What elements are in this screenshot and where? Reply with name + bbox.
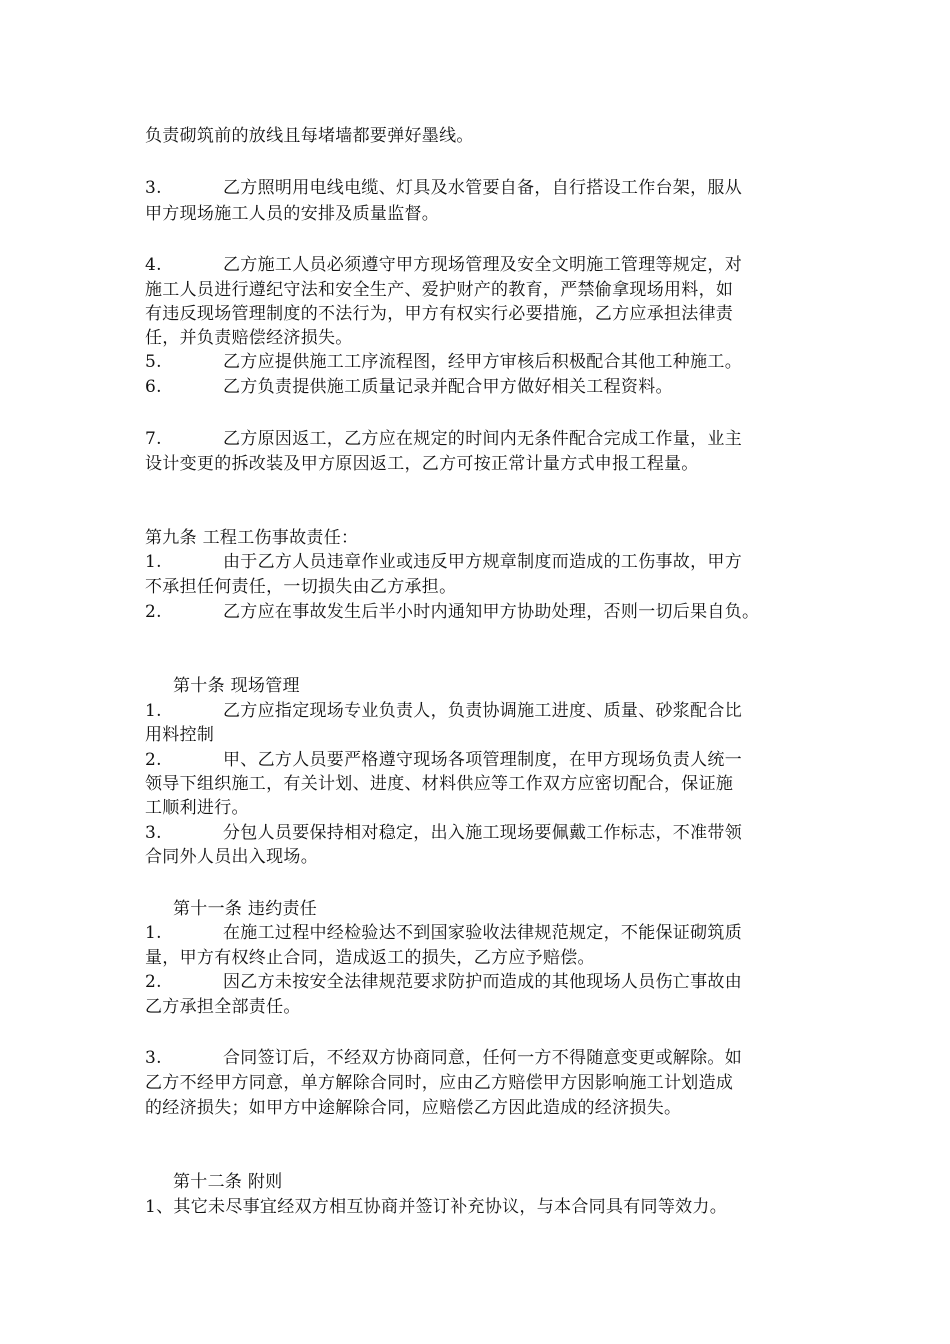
list-item-4: 4. 乙方施工人员必须遵守甲方现场管理及安全文明施工管理等规定，对 [145,255,742,275]
item-number: 2. [145,750,162,770]
paragraph-line: 负责砌筑前的放线且每堵墙都要弹好墨线。 [145,126,474,146]
item-number: 3. [145,1048,162,1068]
item-number: 6. [145,377,162,397]
list-item-3: 3. 分包人员要保持相对稳定，出入施工现场要佩戴工作标志，不准带领 [145,823,742,843]
list-item-2: 2. 甲、乙方人员要严格遵守现场各项管理制度，在甲方现场负责人统一 [145,750,742,770]
item-number: 2. [145,972,162,992]
section-heading-10: 第十条 现场管理 [173,676,300,696]
item-number: 1. [145,552,162,572]
list-item-1: 1. 在施工过程中经检验达不到国家验收法律规范规定，不能保证砌筑质 [145,923,742,943]
paragraph-line: 量，甲方有权终止合同，造成返工的损失，乙方应予赔偿。 [145,948,595,968]
section-heading-12: 第十二条 附则 [173,1172,283,1192]
item-number: 7. [145,429,162,449]
list-item-3: 3. 乙方照明用电线电缆、灯具及水管要自备，自行搭设工作台架，服从 [145,178,742,198]
item-number: 5. [145,352,162,372]
paragraph-line: 领导下组织施工，有关计划、进度、材料供应等工作双方应密切配合，保证施 [145,774,734,794]
paragraph-line: 工顺利进行。 [145,798,249,818]
list-item-1: 1. 乙方应指定现场专业负责人，负责协调施工进度、质量、砂浆配合比 [145,701,742,721]
item-number: 3. [145,178,162,198]
list-item-2: 2. 因乙方未按安全法律规范要求防护而造成的其他现场人员伤亡事故由 [145,972,742,992]
section-heading-11: 第十一条 违约责任 [173,899,318,919]
list-item-5: 5. 乙方应提供施工工序流程图，经甲方审核后积极配合其他工种施工。 [145,352,742,372]
paragraph-line: 设计变更的拆改装及甲方原因返工，乙方可按正常计量方式申报工程量。 [145,454,699,474]
paragraph-line: 1、其它未尽事宜经双方相互协商并签订补充协议，与本合同具有同等效力。 [145,1197,728,1217]
paragraph-line: 乙方承担全部责任。 [145,997,301,1017]
paragraph-line: 用料控制 [145,725,215,745]
paragraph-line: 的经济损失；如甲方中途解除合同，应赔偿乙方因此造成的经济损失。 [145,1098,682,1118]
item-number: 1. [145,701,162,721]
item-number: 2. [145,602,162,622]
list-item-1: 1. 由于乙方人员违章作业或违反甲方规章制度而造成的工伤事故，甲方 [145,552,742,572]
list-item-3: 3. 合同签订后，不经双方协商同意，任何一方不得随意变更或解除。如 [145,1048,742,1068]
paragraph-line: 有违反现场管理制度的不法行为，甲方有权实行必要措施，乙方应承担法律责 [145,304,734,324]
item-number: 4. [145,255,162,275]
paragraph-line: 甲方现场施工人员的安排及质量监督。 [145,204,440,224]
item-number: 1. [145,923,162,943]
list-item-7: 7. 乙方原因返工，乙方应在规定的时间内无条件配合完成工作量，业主 [145,429,742,449]
paragraph-line: 不承担任何责任，一切损失由乙方承担。 [145,577,457,597]
item-number: 3. [145,823,162,843]
list-item-2: 2. 乙方应在事故发生后半小时内通知甲方协助处理，否则一切后果自负。 [145,602,760,622]
paragraph-line: 合同外人员出入现场。 [145,847,318,867]
paragraph-line: 乙方不经甲方同意，单方解除合同时，应由乙方赔偿甲方因影响施工计划造成 [145,1073,734,1093]
list-item-6: 6. 乙方负责提供施工质量记录并配合甲方做好相关工程资料。 [145,377,673,397]
paragraph-line: 任，并负责赔偿经济损失。 [145,328,353,348]
paragraph-line: 施工人员进行遵纪守法和安全生产、爱护财产的教育，严禁偷拿现场用料，如 [145,280,734,300]
section-heading-9: 第九条 工程工伤事故责任： [145,528,359,548]
